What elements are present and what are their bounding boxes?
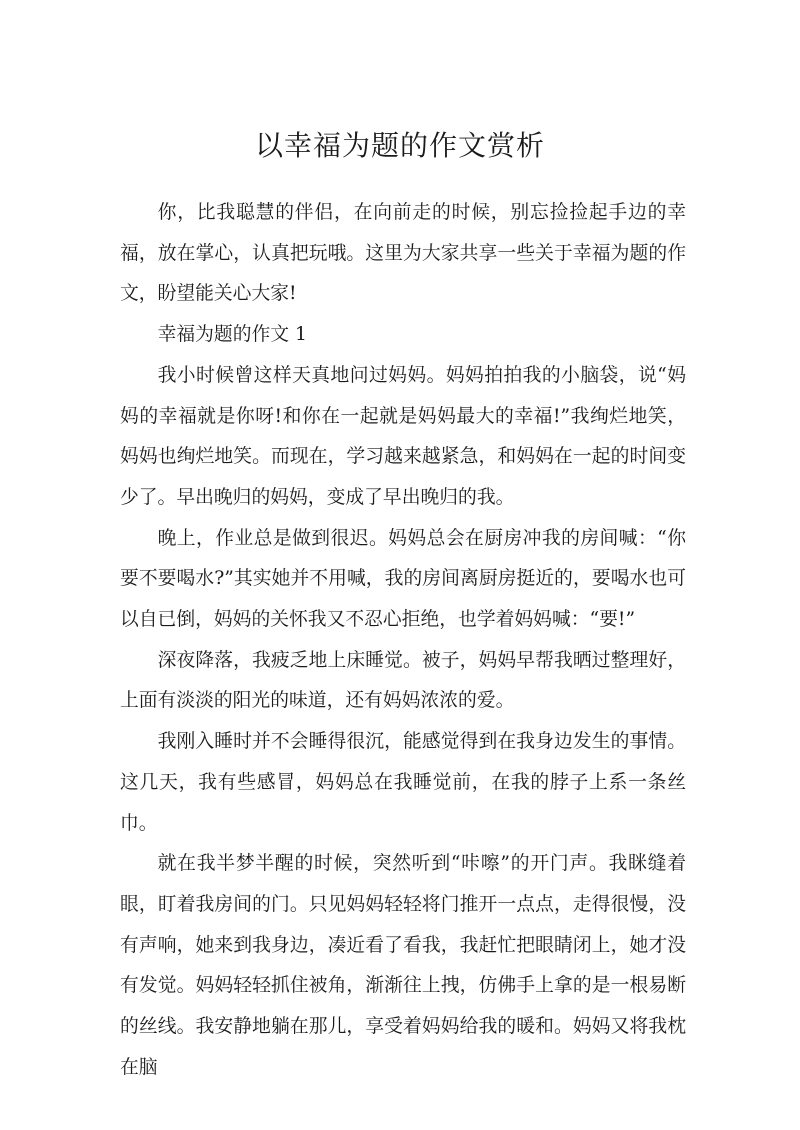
body-paragraph: 就在我半梦半醒的时候，突然听到“咔嚓”的开门声。我眯缝着眼，盯着我房间的门。只见妈妈轻轻将门推开一点点，走得很慢，没有声响，她来到我身边，凑近看了看我，我赶忙把眼睛闭上，她才没有发觉。妈妈轻轻抓住被角，渐渐往上拽，仿佛手上拿的是一根易断的丝线。我安静地躺在那儿，享受着妈妈给我的暖和。妈妈又将我枕在脑 xyxy=(120,853,686,1078)
document-title: 以幸福为题的作文赏析 xyxy=(254,129,545,162)
intro-paragraph: 你，比我聪慧的伴侣，在向前走的时候，别忘捡捡起手边的幸福，放在掌心，认真把玩哦。这里为大家共享一些关于幸福为题的作文，盼望能关心大家! xyxy=(120,202,686,305)
body-paragraph: 深夜降落，我疲乏地上床睡觉。被子，妈妈早帮我晒过整理好，上面有淡淡的阳光的味道，还有妈妈浓浓的爱。 xyxy=(120,649,686,712)
document-body xyxy=(120,193,686,1088)
body-paragraph: 我刚入睡时并不会睡得很沉，能感觉得到在我身边发生的事情。这几天，我有些感冒，妈妈总在我睡觉前，在我的脖子上系一条丝巾。 xyxy=(120,731,686,834)
body-paragraph: 晚上，作业总是做到很迟。妈妈总会在厨房冲我的房间喊：“你要不要喝水?”其实她并不用喊，我的房间离厨房挺近的，要喝水也可以自已倒，妈妈的关怀我又不忍心拒绝，也学着妈妈喊：“要!” xyxy=(120,527,686,631)
section-heading: 幸福为题的作文 1 xyxy=(157,324,307,346)
body-paragraph: 我小时候曾这样天真地问过妈妈。妈妈拍拍我的小脑袋，说“妈妈的幸福就是你呀!和你在一起就是妈妈最大的幸福!”我绚烂地笑，妈妈也绚烂地笑。而现在，学习越来越紧急，和妈妈在一起的时间变少了。早出晚归的妈妈，变成了早出晚归的我。 xyxy=(120,364,686,508)
